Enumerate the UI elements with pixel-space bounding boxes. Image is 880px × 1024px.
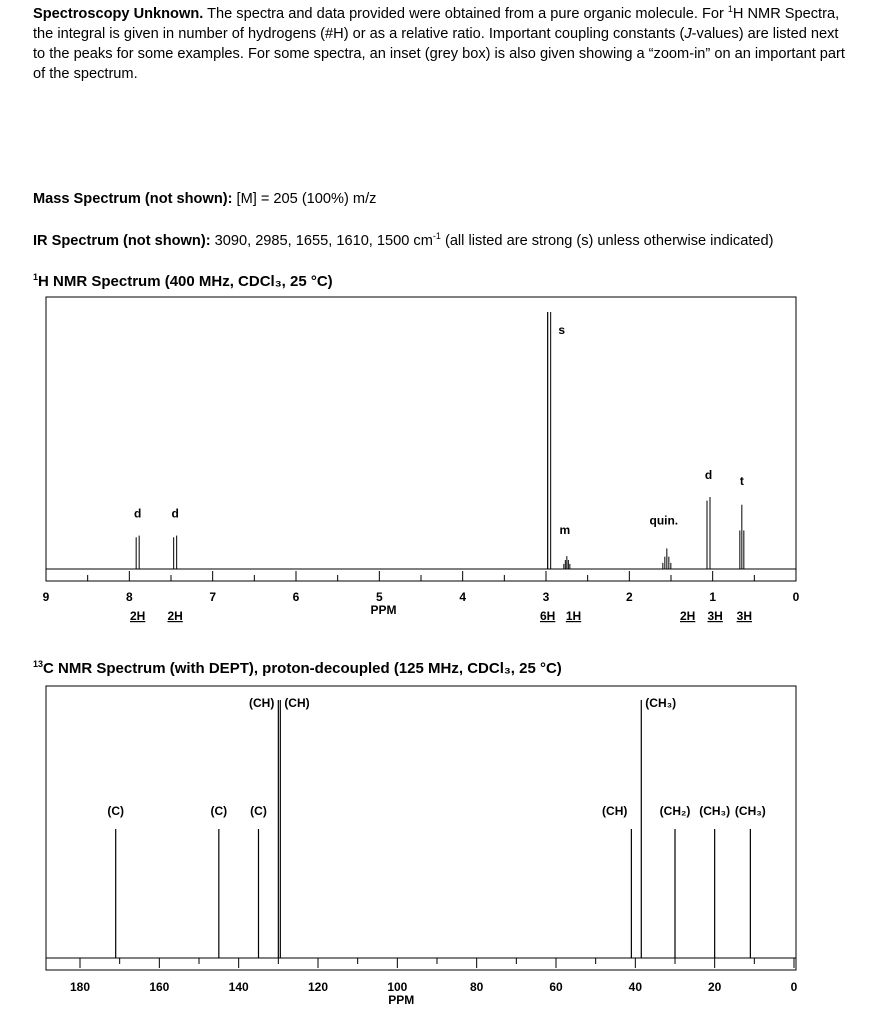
c-peak-label: (C) <box>210 804 228 818</box>
intro-sup: 1 <box>727 4 733 15</box>
c-tick-label: 180 <box>69 980 91 994</box>
c-peak-label: (C) <box>107 804 125 818</box>
c-peak-label: (CH₃) <box>734 804 766 818</box>
ir-label: IR Spectrum (not shown): <box>33 233 211 249</box>
h-peak-label: t <box>739 473 744 488</box>
h-tick-label: 8 <box>125 590 133 604</box>
h-integral: 2H <box>679 609 696 623</box>
intro-text-2: H NMR Spectra, the integral is given in number of hydrogens (#H) or as a relative ratio. Important coupling constants ( <box>33 6 840 42</box>
intro-j: J <box>684 26 692 42</box>
h-tick-label: 0 <box>792 590 800 604</box>
h-peak-label: s <box>558 323 566 337</box>
h-tick-label: 7 <box>209 590 217 604</box>
h-tick-label: 2 <box>625 590 633 604</box>
ir-sup: -1 <box>432 231 441 242</box>
mass-value: [M] = 205 (100%) m/z <box>232 191 377 207</box>
c-tick-label: 120 <box>307 980 329 994</box>
c-tick-label: 140 <box>228 980 249 994</box>
c-peak-label: (CH) <box>249 696 275 710</box>
intro-text-1: The spectra and data provided were obtained from a pure organic molecule. For <box>203 6 728 22</box>
c-tick-label: 0 <box>790 980 798 994</box>
h-peak-label: m <box>559 523 571 538</box>
c-tick-label: 100 <box>387 980 408 994</box>
h-integral: 3H <box>707 609 723 623</box>
c-nmr-frame <box>46 686 796 970</box>
h-peak-label: d <box>171 506 179 521</box>
c-peak-label: (CH₂) <box>659 804 691 818</box>
c-nmr-title-text: C NMR Spectrum (with DEPT), proton-decoupled (125 MHz, CDCl₃, 25 °C) <box>43 660 562 677</box>
h-peak-label: quin. <box>649 513 679 528</box>
h-tick-label: 9 <box>42 590 50 604</box>
c-tick-label: 60 <box>549 980 563 994</box>
c-tick-label: 20 <box>707 980 722 994</box>
h-tick-label: 6 <box>292 590 300 604</box>
h-nmr-title-text: H NMR Spectrum (400 MHz, CDCl₃, 25 °C) <box>38 273 333 290</box>
h-peak-label: d <box>133 506 142 521</box>
h-tick-label: 4 <box>459 590 467 604</box>
h-integral: 2H <box>129 609 146 623</box>
intro-heading: Spectroscopy Unknown. <box>33 6 204 22</box>
c-peak-label: (CH) <box>284 696 310 710</box>
c-axis-label: PPM <box>388 993 415 1007</box>
h-nmr-sup: 1 <box>33 272 39 282</box>
c-tick-label: 160 <box>149 980 170 994</box>
c-peak-label: (CH₃) <box>645 696 677 710</box>
ir-value: 3090, 2985, 1655, 1610, 1500 cm <box>210 233 433 249</box>
h-integral: 3H <box>736 609 753 623</box>
h-integral: 6H <box>539 609 556 623</box>
h-axis-label: PPM <box>370 603 397 617</box>
h-tick-label: 5 <box>375 590 383 604</box>
c-nmr-sup: 13 <box>33 659 44 669</box>
c-peak-label: (CH₃) <box>699 804 731 818</box>
c-tick-label: 40 <box>628 980 643 994</box>
intro-text-3: -values) are listed next to the peaks for some examples. For some spectra, an inset (grey box) is also given showing a “zoom-in” on an important part of the spectrum. <box>33 26 845 82</box>
ir-note: (all listed are strong (s) unless otherwise indicated) <box>440 233 774 249</box>
c-tick-label: 80 <box>469 980 484 994</box>
mass-label: Mass Spectrum (not shown): <box>33 191 233 207</box>
c-peak-label: (C) <box>250 804 267 818</box>
c-peak-label: (CH) <box>602 804 628 818</box>
h-tick-label: 1 <box>709 590 717 604</box>
h-peak-label: d <box>704 468 713 483</box>
h-integral: 1H <box>565 609 582 623</box>
h-integral: 2H <box>167 609 183 623</box>
h-tick-label: 3 <box>542 590 550 604</box>
